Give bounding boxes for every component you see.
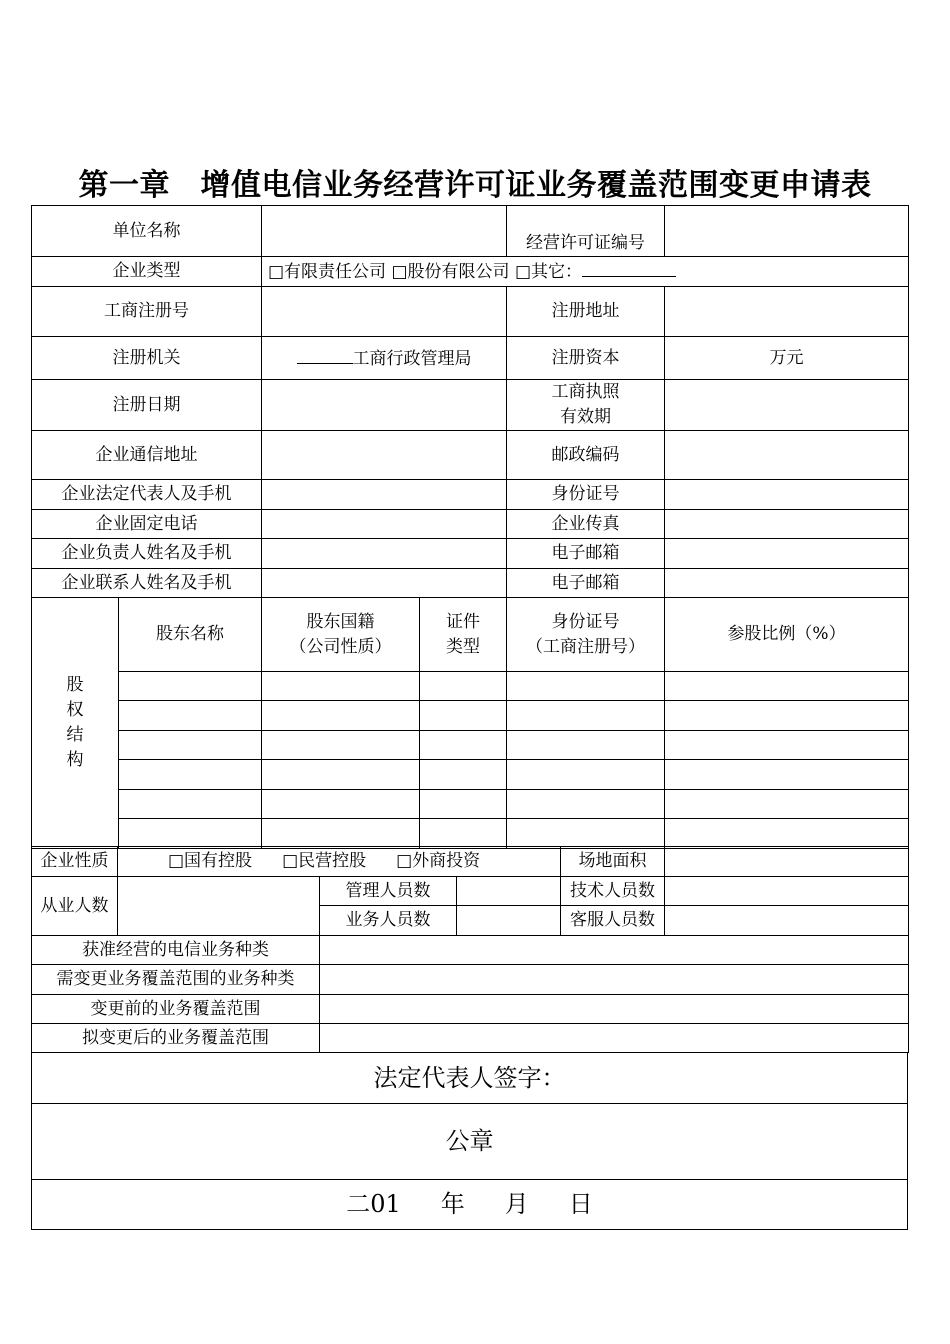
idno-cell[interactable] [507,731,665,760]
tech-staff-label: 技术人员数 [561,877,665,906]
equity-row [32,731,909,760]
cs-staff-label: 客服人员数 [561,906,665,936]
equity-row [32,672,909,701]
biz-staff-label: 业务人员数 [320,906,457,936]
legal-rep-signature[interactable] [32,1053,908,1104]
landline-label: 企业固定电话 [32,510,262,539]
biz-staff-field[interactable] [457,906,561,936]
shareholder-name-cell[interactable] [119,760,262,790]
license-validity-label: 工商执照 有效期 [507,380,665,431]
approved-services-field[interactable] [320,936,909,965]
license-no-field[interactable] [665,206,909,257]
cert-type-cell[interactable] [420,701,507,731]
mgmt-staff-field[interactable] [457,877,561,906]
cs-staff-field[interactable] [665,906,909,936]
equity-row [32,819,909,849]
reg-authority-blank[interactable] [297,345,353,364]
coverage-before-label: 变更前的业务覆盖范围 [32,995,320,1024]
postcode-field[interactable] [665,431,909,480]
date-row[interactable] [32,1180,908,1230]
company-nature-label: 企业性质 [32,847,118,877]
reg-date-label: 注册日期 [32,380,262,431]
reg-date-field[interactable] [262,380,507,431]
option-other-checkbox[interactable]: □其它： [514,262,582,282]
idno-cell[interactable] [507,819,665,849]
option-llc-checkbox[interactable]: □有限责任公司 [268,262,387,282]
shareholder-name-cell[interactable] [119,731,262,760]
cert-type-cell[interactable] [420,672,507,701]
idno-cell[interactable] [507,701,665,731]
ratio-cell[interactable] [665,672,909,701]
legal-rep-field[interactable] [262,480,507,510]
seal-area[interactable] [32,1104,908,1180]
share-ratio-header: 参股比例（%） [665,598,909,672]
fax-label: 企业传真 [507,510,665,539]
site-area-field[interactable] [665,847,909,877]
nationality-cell[interactable] [262,819,420,849]
landline-field[interactable] [262,510,507,539]
email-label-2: 电子邮箱 [507,569,665,598]
nationality-cell[interactable] [262,672,420,701]
shareholder-idno-header: 身份证号 （工商注册号） [507,598,665,672]
seal-label: 公章 [445,1127,494,1155]
email-field-1[interactable] [665,539,909,569]
email-field-2[interactable] [665,569,909,598]
ratio-cell[interactable] [665,760,909,790]
biz-reg-no-label: 工商注册号 [32,287,262,337]
company-info-table [31,205,909,849]
cert-type-cell[interactable] [420,819,507,849]
shareholder-name-header: 股东名称 [119,598,262,672]
license-no-label: 经营许可证编号 [507,206,665,257]
nationality-cell[interactable] [262,760,420,790]
equity-structure-label: 股 权 结 构 [32,598,119,849]
staff-count-field[interactable] [118,877,320,936]
mailing-address-label: 企业通信地址 [32,431,262,480]
company-type-label: 企业类型 [32,257,262,287]
month-label: 月 [504,1190,529,1218]
option-foreign-checkbox[interactable]: □外商投资 [396,851,481,871]
shareholder-name-cell[interactable] [119,819,262,849]
id-no-label: 身份证号 [507,480,665,510]
ratio-cell[interactable] [665,731,909,760]
date-prefix: 二01 [346,1190,401,1218]
shareholder-nationality-header: 股东国籍 （公司性质） [262,598,420,672]
shareholder-name-cell[interactable] [119,790,262,819]
option-private-checkbox[interactable]: □民营控股 [282,851,367,871]
signature-table [31,1052,908,1230]
reg-authority-label: 注册机关 [32,337,262,380]
legal-rep-label: 企业法定代表人及手机 [32,480,262,510]
ratio-cell[interactable] [665,790,909,819]
site-area-label: 场地面积 [561,847,665,877]
page-title: 第一章 增值电信业务经营许可证业务覆盖范围变更申请表 [78,168,872,203]
year-label: 年 [440,1190,465,1218]
idno-cell[interactable] [507,760,665,790]
coverage-after-label: 拟变更后的业务覆盖范围 [32,1024,320,1053]
other-type-blank[interactable] [582,258,676,277]
nationality-cell[interactable] [262,731,420,760]
manager-label: 企业负责人姓名及手机 [32,539,262,569]
equity-row [32,701,909,731]
cert-type-cell[interactable] [420,790,507,819]
mailing-address-field[interactable] [262,431,507,480]
reg-capital-unit: 万元 [769,347,804,368]
approved-services-label: 获准经营的电信业务种类 [32,936,320,965]
legal-rep-signature-label: 法定代表人签字： [373,1063,566,1092]
cert-type-header: 证件 类型 [420,598,507,672]
tech-staff-field[interactable] [665,877,909,906]
shareholder-name-cell[interactable] [119,701,262,731]
ratio-cell[interactable] [665,701,909,731]
equity-row [32,760,909,790]
contact-label: 企业联系人姓名及手机 [32,569,262,598]
mgmt-staff-label: 管理人员数 [320,877,457,906]
reg-address-label: 注册地址 [507,287,665,337]
company-name-field[interactable] [262,206,507,257]
cert-type-cell[interactable] [420,731,507,760]
ratio-cell[interactable] [665,819,909,849]
id-no-field[interactable] [665,480,909,510]
reg-capital-label: 注册资本 [507,337,665,380]
services-to-change-field[interactable] [320,965,909,995]
license-validity-field[interactable] [665,380,909,431]
contact-field[interactable] [262,569,507,598]
day-label: 日 [568,1190,593,1218]
nationality-cell[interactable] [262,790,420,819]
reg-address-field[interactable] [665,287,909,337]
cert-type-cell[interactable] [420,760,507,790]
business-info-table [31,846,909,1053]
coverage-before-field[interactable] [320,995,909,1024]
company-type-options [262,257,909,287]
coverage-after-field[interactable] [320,1024,909,1053]
idno-cell[interactable] [507,790,665,819]
email-label-1: 电子邮箱 [507,539,665,569]
option-joint-stock-checkbox[interactable]: □股份有限公司 [391,262,510,282]
nationality-cell[interactable] [262,701,420,731]
biz-reg-no-field[interactable] [262,287,507,337]
company-name-label: 单位名称 [32,206,262,257]
manager-field[interactable] [262,539,507,569]
services-to-change-label: 需变更业务覆盖范围的业务种类 [32,965,320,995]
staff-count-label: 从业人数 [32,877,118,936]
reg-authority-suffix: 工商行政管理局 [352,348,472,369]
idno-cell[interactable] [507,672,665,701]
fax-field[interactable] [665,510,909,539]
reg-authority-field[interactable] [262,337,507,380]
equity-row [32,790,909,819]
postcode-label: 邮政编码 [507,431,665,480]
reg-capital-field[interactable] [665,337,909,380]
company-nature-options [118,847,561,877]
option-state-owned-checkbox[interactable]: □国有控股 [168,851,253,871]
shareholder-name-cell[interactable] [119,672,262,701]
